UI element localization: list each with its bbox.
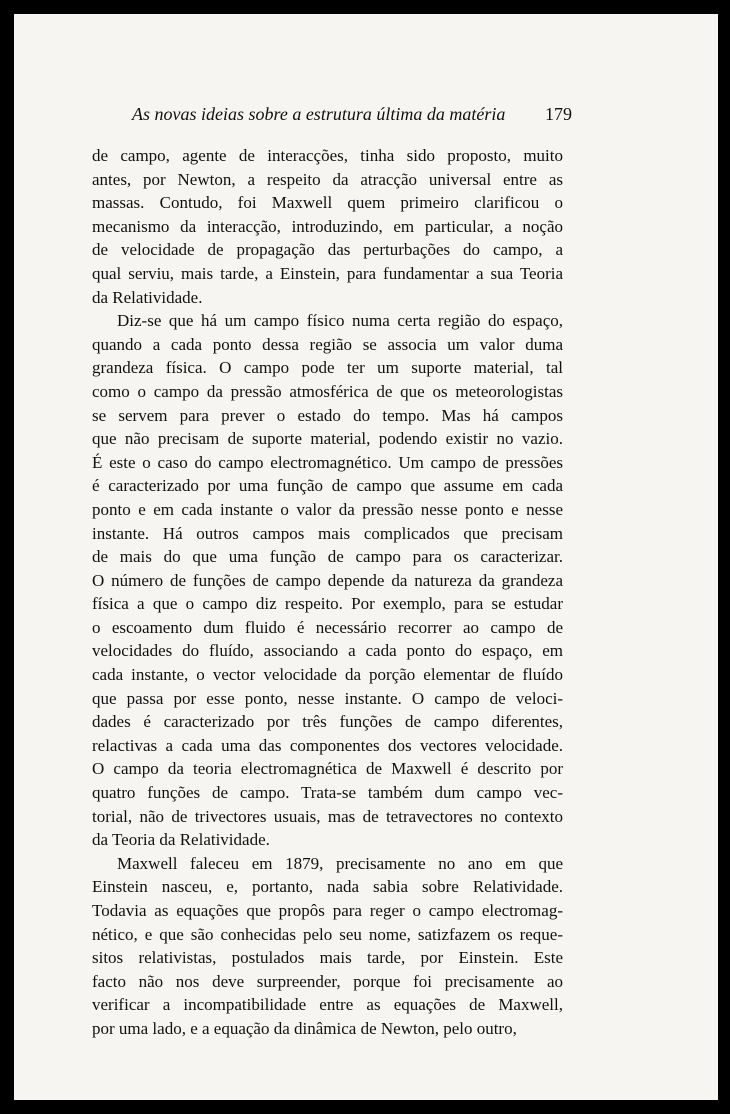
text-line: se servem para prever o estado do tempo. Mas há campos [92,405,563,425]
paragraph [92,852,563,1041]
text-line: que não precisam de suporte material, podendo existir no vazio. [92,429,563,449]
text-line: cada instante, o vector velocidade da porção elementar de fluído [92,665,563,685]
text-line: antes, por Newton, a respeito da atracção universal entre as [92,169,563,189]
text-line: sitos relativistas, postulados mais tarde, por Einstein. Este [92,948,563,968]
text-line: facto não nos deve surpreender, porque foi precisamente ao [92,971,563,991]
text-line: quando a cada ponto dessa região se associa um valor duma [92,334,563,354]
text-line: que passa por esse ponto, nesse instante. O campo de veloci- [92,688,563,708]
text-line: ponto e em cada instante o valor da pressão nesse ponto e nesse [92,499,563,519]
text-line: da Relatividade. [92,287,203,307]
running-header [92,96,582,128]
body-text [92,144,563,1041]
text-line: Einstein nasceu, e, portanto, nada sabia sobre Relatividade. [92,877,563,897]
page-number: 179 [545,104,572,124]
text-line: dades é caracterizado por três funções de campo diferentes, [92,712,563,732]
text-line: O número de funções de campo depende da natureza da grandeza [92,570,563,590]
text-line: É este o caso do campo electromagnético. Um campo de pressões [92,452,563,472]
text-line: como o campo da pressão atmosférica de que os meteorologistas [92,381,563,401]
text-line: relactivas a cada uma das componentes dos vectores velocidade. [92,735,563,755]
text-line: de mais do que uma função de campo para os caracterizar. [92,547,563,567]
chapter-title: As novas ideias sobre a estrutura última da matéria [132,104,506,124]
text-line: Maxwell faleceu em 1879, precisamente no ano em que [117,853,563,873]
text-line: velocidades do fluído, associando a cada ponto do espaço, em [92,641,563,661]
text-line: grandeza física. O campo pode ter um suporte material, tal [92,358,563,378]
text-line: o escoamento dum fluido é necessário recorrer ao campo de [92,617,563,637]
text-line: Todavia as equações que propôs para reger o campo electromag- [92,901,563,920]
text-line: mecanismo da interacção, introduzindo, em particular, a noção [92,216,563,236]
paragraph [92,309,563,852]
book-page [14,14,718,1100]
text-line: quatro funções de campo. Trata-se também dum campo vec- [92,783,563,803]
text-line: é caracterizado por uma função de campo que assume em cada [92,476,563,496]
text-line: torial, não de trivectores usuais, mas de tetravectores no contexto [92,806,563,826]
text-line: da Teoria da Relatividade. [92,830,270,850]
text-line: física a que o campo diz respeito. Por exemplo, para se estudar [92,594,563,614]
text-line: verificar a incompatibilidade entre as equações de Maxwell, [92,995,563,1015]
text-line: Diz-se que há um campo físico numa certa região do espaço, [117,311,563,331]
text-line: nético, e que são conhecidas pelo seu nome, satizfazem os reque- [92,924,563,944]
text-line: qual serviu, mais tarde, a Einstein, para fundamentar a sua Teoria [92,263,563,283]
text-line: de campo, agente de interacções, tinha sido proposto, muito [92,146,563,165]
text-line: O campo da teoria electromagnética de Maxwell é descrito por [92,759,563,779]
text-line: por uma lado, e a equação da dinâmica de Newton, pelo outro, [92,1018,517,1038]
text-line: de velocidade de propagação das perturbações do campo, a [92,240,563,260]
text-line: massas. Contudo, foi Maxwell quem primeiro clarificou o [92,193,563,213]
paragraph [92,144,563,309]
text-line: instante. Há outros campos mais complicados que precisam [92,523,563,543]
